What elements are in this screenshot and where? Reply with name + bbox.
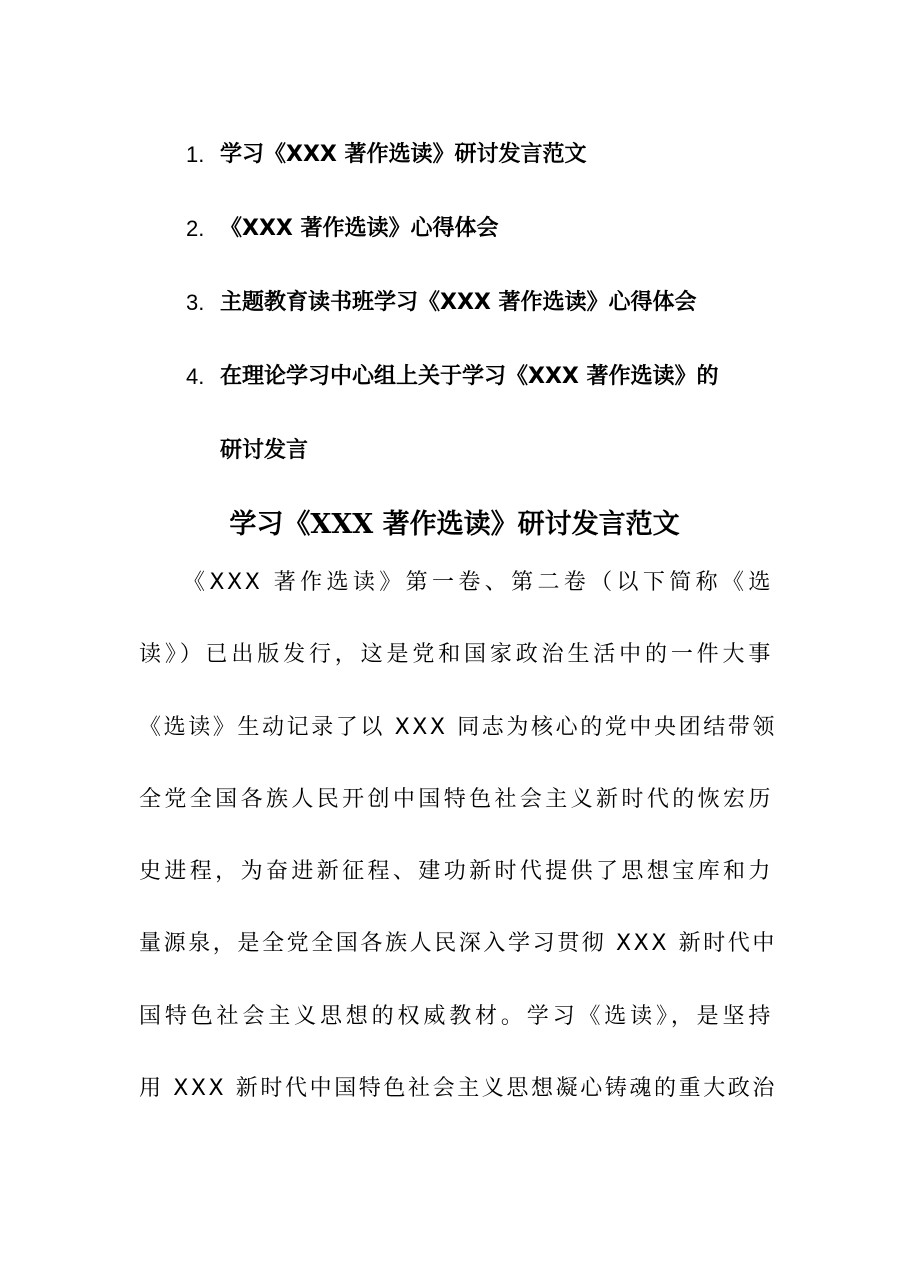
toc-item-text-line1: 在理论学习中心组上关于学习《XXX 著作选读》的	[220, 364, 719, 389]
toc-item-number: 1.	[186, 142, 205, 167]
toc-item	[186, 359, 806, 469]
body-line: 读》）已出版发行，这是党和国家政治生活中的一件大事	[139, 642, 773, 668]
toc-item	[186, 137, 806, 173]
toc-item-number: 2.	[186, 216, 205, 241]
table-of-contents	[186, 137, 806, 469]
toc-item-text: 《XXX 著作选读》心得体会	[220, 216, 499, 241]
body-line: 《选读》生动记录了以 XXX 同志为核心的党中央团结带领	[139, 714, 778, 740]
body-line: 用 XXX 新时代中国特色社会主义思想凝心铸魂的重大政治	[139, 1076, 778, 1102]
document-body	[139, 564, 778, 1142]
toc-item	[186, 211, 806, 247]
toc-item	[186, 285, 806, 321]
body-line: 量源泉，是全党全国各族人民深入学习贯彻 XXX 新时代中	[139, 931, 778, 957]
document-title: 学习《XXX 著作选读》研讨发言范文	[229, 509, 680, 540]
toc-item-text: 学习《XXX 著作选读》研讨发言范文	[220, 142, 587, 167]
toc-item-text: 主题教育读书班学习《XXX 著作选读》心得体会	[220, 290, 697, 315]
toc-item-number: 3.	[186, 290, 205, 315]
toc-item-text-line2: 研讨发言	[220, 438, 309, 463]
body-line: 全党全国各族人民开创中国特色社会主义新时代的恢宏历	[139, 786, 773, 812]
toc-item-number: 4.	[186, 364, 205, 389]
body-line: 国特色社会主义思想的权威教材。学习《选读》，是坚持	[139, 1003, 773, 1029]
body-line: 史进程，为奋进新征程、建功新时代提供了思想宝库和力	[139, 859, 773, 885]
body-line: 《XXX 著作选读》第一卷、第二卷（以下简称《选	[183, 570, 773, 595]
